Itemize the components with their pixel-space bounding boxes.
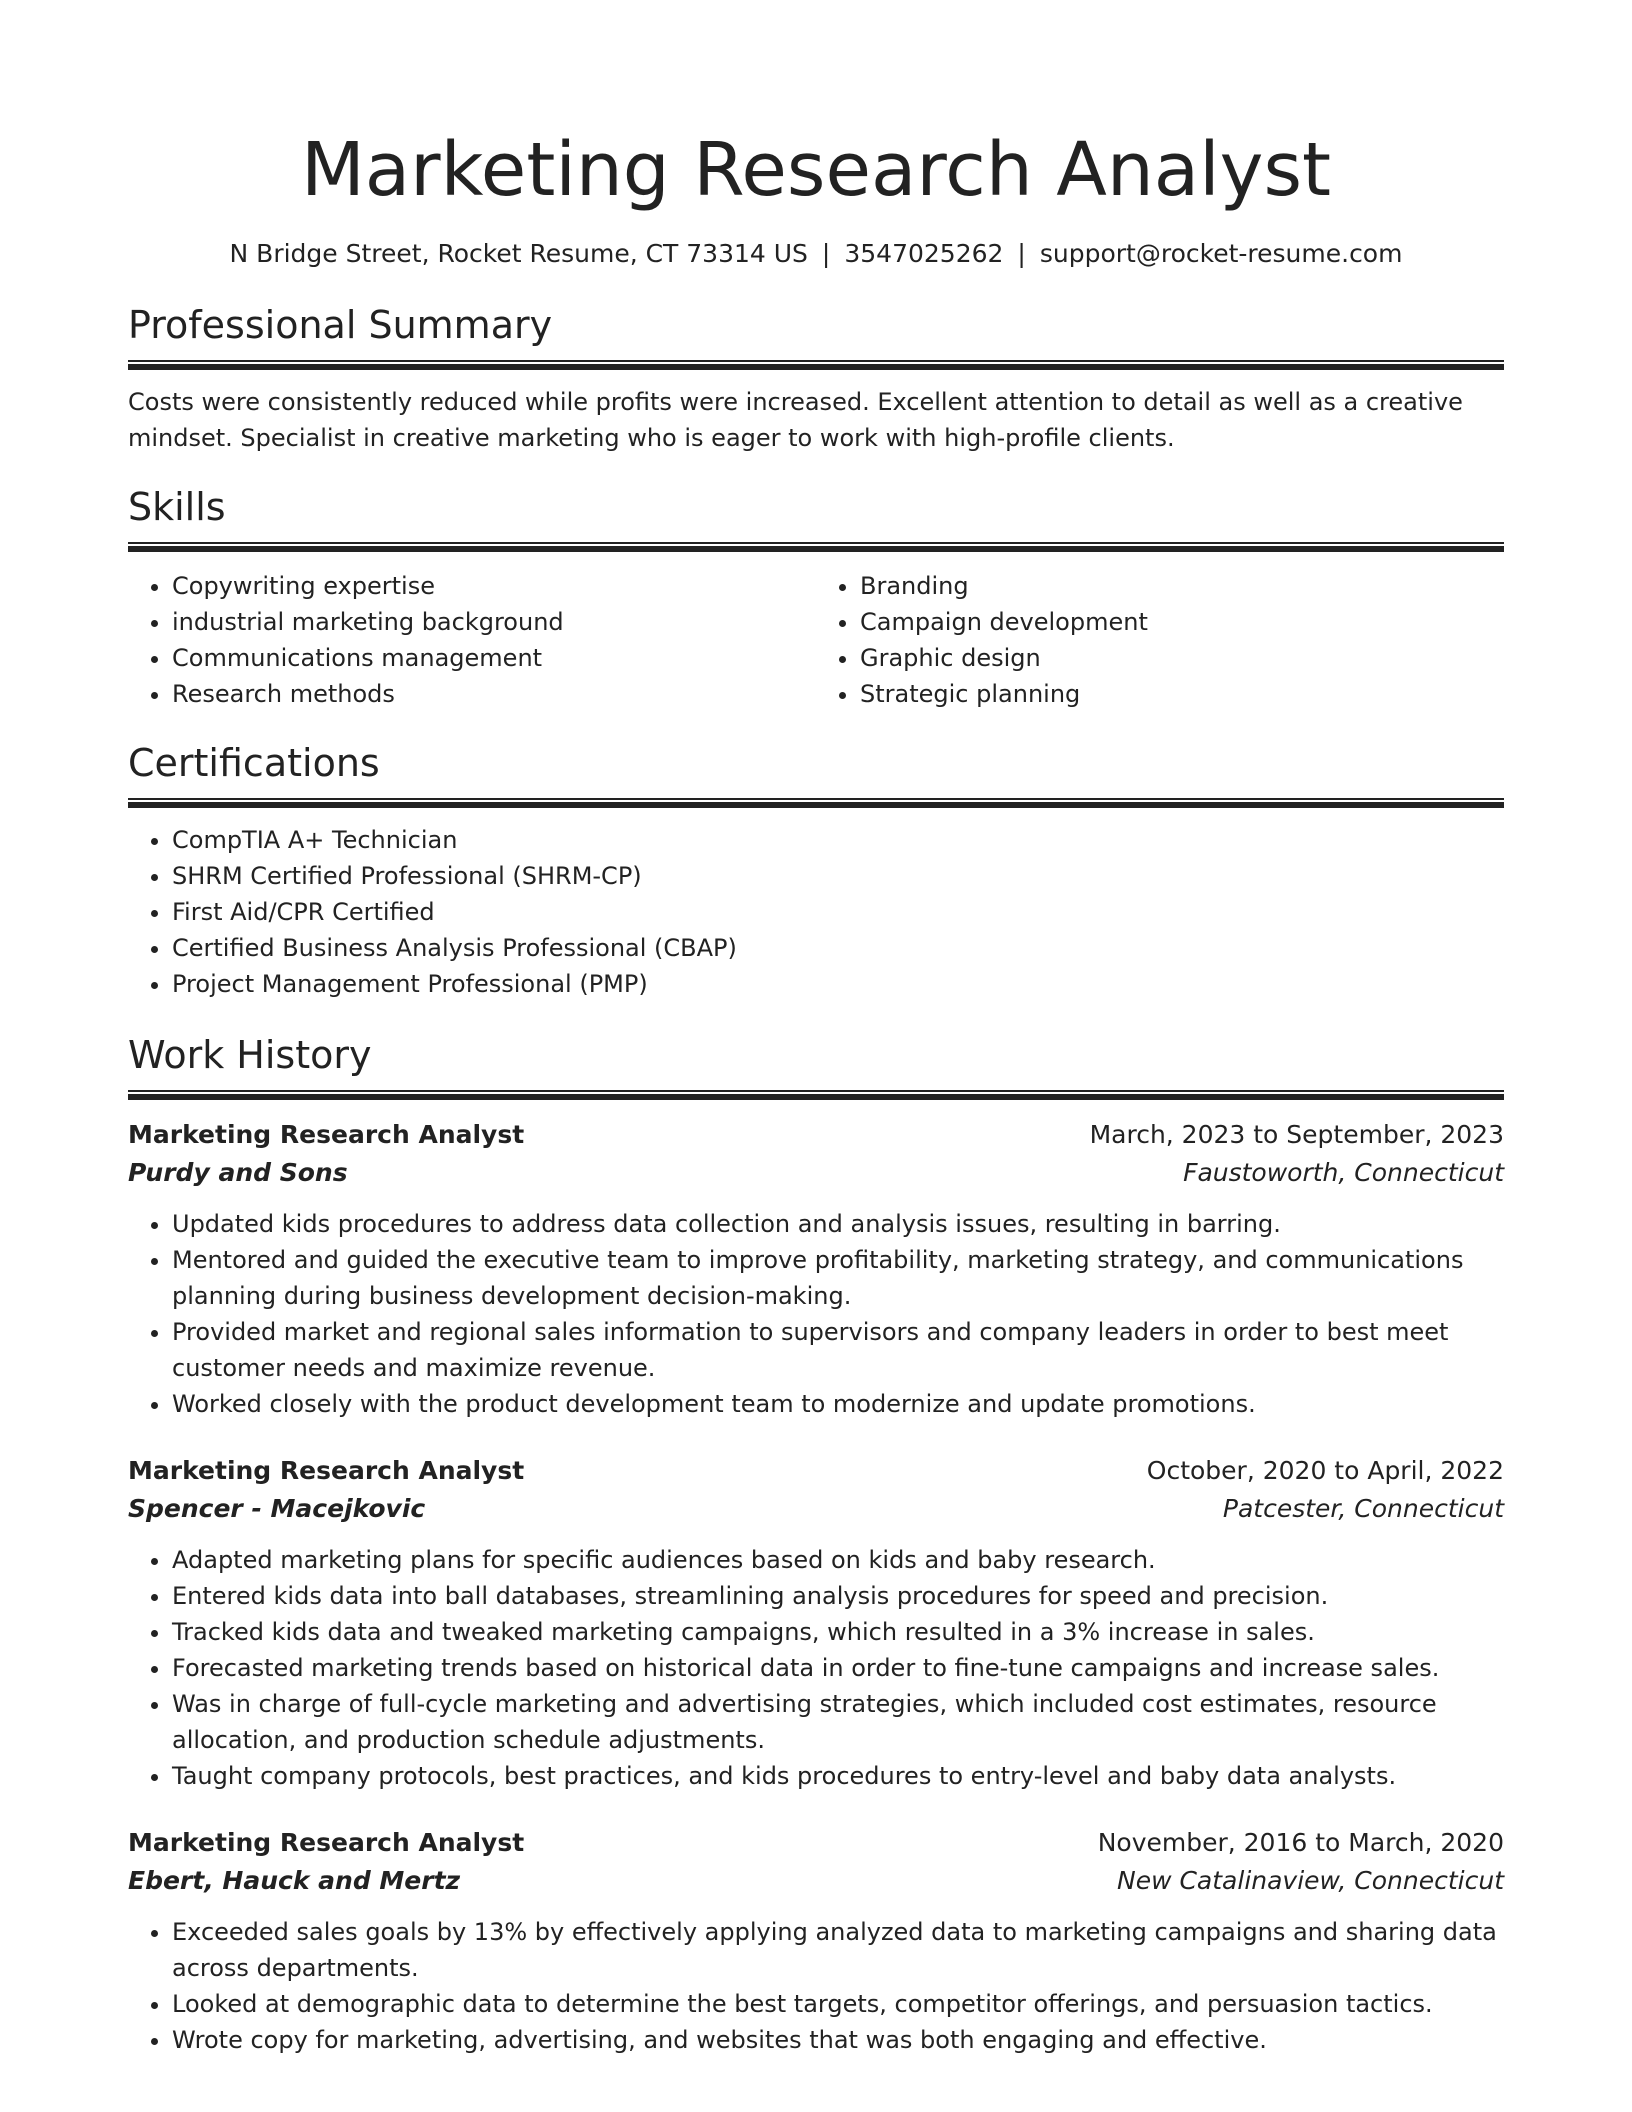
certifications-list [128, 822, 1504, 1002]
job-title: Marketing Research Analyst [128, 1120, 525, 1149]
job-bullet: • Was in charge of full-cycle marketing and advertising strategies, which included cost estimates, resource allocation, and production schedule adjustments. [172, 1686, 1504, 1758]
section-divider [128, 542, 1504, 552]
section-divider [128, 1090, 1504, 1100]
job-entry [128, 1116, 1504, 1422]
skill-item: • Communications management [172, 640, 816, 676]
skills-section [128, 482, 1504, 712]
job-dates: November, 2016 to March, 2020 [1097, 1828, 1504, 1857]
certification-item: • Certified Business Analysis Professional (CBAP) [172, 930, 1504, 966]
contact-address: N Bridge Street, Rocket Resume, CT 73314 US [229, 239, 808, 268]
job-bullet: • Exceeded sales goals by 13% by effectively applying analyzed data to marketing campaigns and sharing data across departments. [172, 1914, 1504, 1986]
job-location: Patcester, Connecticut [1222, 1494, 1504, 1523]
skill-item: • Copywriting expertise [172, 568, 816, 604]
job-bullet: • Entered kids data into ball databases, streamlining analysis procedures for speed and precision. [172, 1578, 1504, 1614]
contact-separator: | [821, 239, 831, 268]
job-subheader [128, 1154, 1504, 1192]
job-header [128, 1824, 1504, 1862]
section-title-summary: Professional Summary [128, 303, 553, 347]
job-bullet: • Taught company protocols, best practices, and kids procedures to entry-level and baby data analysts. [172, 1758, 1504, 1794]
contact-line [128, 236, 1504, 272]
skill-item: • Graphic design [860, 640, 1504, 676]
job-dates: March, 2023 to September, 2023 [1089, 1120, 1504, 1149]
job-entry [128, 1452, 1504, 1794]
section-divider [128, 360, 1504, 370]
job-entry [128, 1824, 1504, 2058]
certification-item: • Project Management Professional (PMP) [172, 966, 1504, 1002]
job-header [128, 1116, 1504, 1154]
job-company: Ebert, Hauck and Mertz [128, 1866, 461, 1895]
certification-item: • SHRM Certified Professional (SHRM-CP) [172, 858, 1504, 894]
job-bullets [128, 1914, 1504, 2058]
skill-item: • Research methods [172, 676, 816, 712]
contact-email: support@rocket-resume.com [1039, 239, 1403, 268]
job-header [128, 1452, 1504, 1490]
job-company: Purdy and Sons [128, 1158, 348, 1187]
skill-item: • Branding [860, 568, 1504, 604]
job-title: Marketing Research Analyst [128, 1828, 525, 1857]
skills-list-right [816, 568, 1504, 712]
resume-page [128, 0, 1504, 2058]
certification-item: • First Aid/CPR Certified [172, 894, 1504, 930]
work-history-section [128, 1030, 1504, 2058]
contact-separator: | [1017, 239, 1026, 268]
job-bullet: • Adapted marketing plans for specific audiences based on kids and baby research. [172, 1542, 1504, 1578]
job-subheader [128, 1862, 1504, 1900]
section-divider [128, 798, 1504, 808]
job-bullet: • Forecasted marketing trends based on historical data in order to fine-tune campaigns and increase sales. [172, 1650, 1504, 1686]
summary-section [128, 300, 1504, 456]
skill-item: • Strategic planning [860, 676, 1504, 712]
skill-item: • industrial marketing background [172, 604, 816, 640]
summary-text: Costs were consistently reduced while profits were increased. Excellent attention to detail as well as a creative mindset. Specialist in creative marketing who is eager to work with high-profile clients. [128, 388, 1463, 452]
resume-name: Marketing Research Analyst [300, 127, 1332, 213]
certifications-section [128, 738, 1504, 1002]
skills-list-left [128, 568, 816, 712]
job-bullet: • Tracked kids data and tweaked marketing campaigns, which resulted in a 3% increase in sales. [172, 1614, 1504, 1650]
job-bullet: • Provided market and regional sales information to supervisors and company leaders in order to best meet customer needs and maximize revenue. [172, 1314, 1504, 1386]
section-title-work-history: Work History [128, 1033, 372, 1077]
job-location: New Catalinaview, Connecticut [1117, 1866, 1504, 1895]
job-dates: October, 2020 to April, 2022 [1146, 1456, 1504, 1485]
section-title-skills: Skills [128, 485, 226, 529]
job-company: Spencer - Macejkovic [128, 1494, 426, 1523]
contact-phone: 3547025262 [844, 239, 1004, 268]
job-bullet: • Mentored and guided the executive team to improve profitability, marketing strategy, and communications planning during business development decision-making. [172, 1242, 1504, 1314]
job-bullets [128, 1542, 1504, 1794]
skills-columns [128, 568, 1504, 712]
job-bullet: • Looked at demographic data to determine the best targets, competitor offerings, and persuasion tactics. [172, 1986, 1504, 2022]
job-bullet: • Updated kids procedures to address data collection and analysis issues, resulting in barring. [172, 1206, 1504, 1242]
skill-item: • Campaign development [860, 604, 1504, 640]
job-subheader [128, 1490, 1504, 1528]
job-title: Marketing Research Analyst [128, 1456, 525, 1485]
job-bullet: • Worked closely with the product development team to modernize and update promotions. [172, 1386, 1504, 1422]
section-title-certifications: Certifications [128, 741, 380, 785]
job-bullet: • Wrote copy for marketing, advertising, and websites that was both engaging and effective. [172, 2022, 1504, 2058]
certification-item: • CompTIA A+ Technician [172, 822, 1504, 858]
job-bullets [128, 1206, 1504, 1422]
job-location: Faustoworth, Connecticut [1183, 1158, 1504, 1187]
